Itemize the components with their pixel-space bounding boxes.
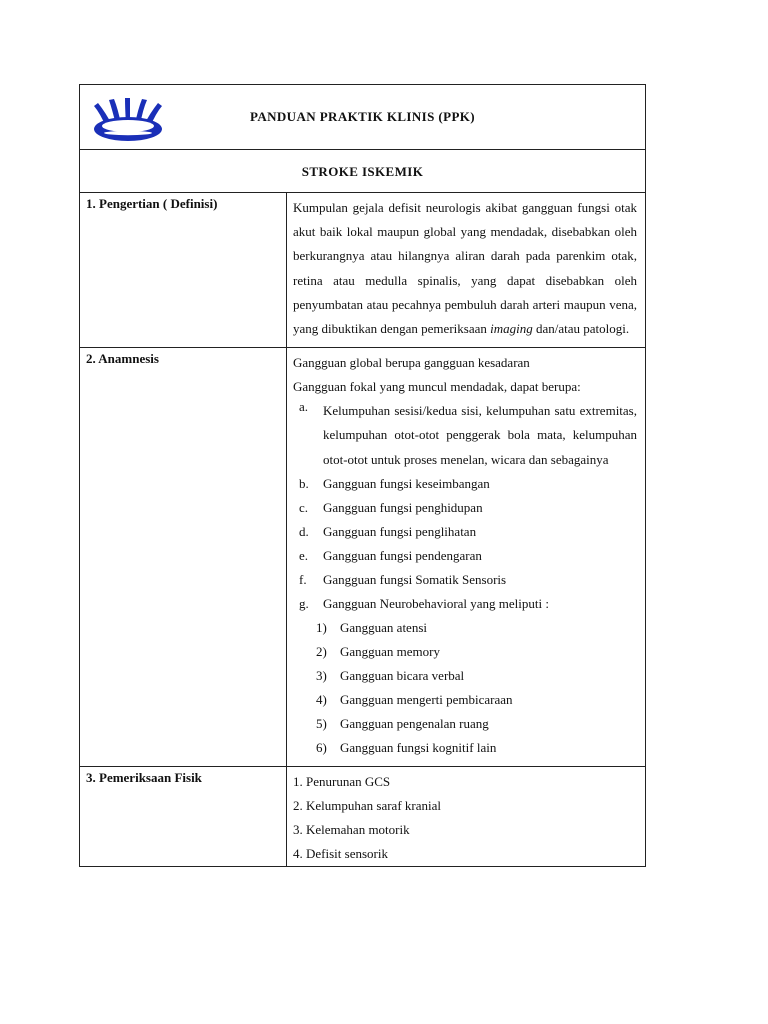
list-item (293, 472, 637, 496)
sub-list-marker: 5) (316, 715, 327, 731)
definition-body: Kumpulan gejala defisit neurologis akibat gangguan fungsi otak akut baik lokal maupun global yang mendadak, disebabkan oleh berkurangnya atau hilangnya aliran darah pada parenkim otak, retina atau medulla spinalis, yang dapat disebabkan oleh penyumbatan atau pecahnya pembuluh darah arteri maupun vena, yang dibuktikan dengan pemeriksaan (293, 200, 637, 337)
exam-item: 2. Kelumpuhan saraf kranial (293, 797, 442, 813)
list-text: Gangguan fungsi pendengaran (323, 547, 482, 563)
sub-list-item (293, 736, 637, 760)
anamnesis-line: Gangguan fokal yang muncul mendadak, dapat berupa: (293, 379, 581, 395)
sub-list-item (293, 712, 637, 736)
list-text: Gangguan fungsi penghidupan (323, 499, 483, 515)
sub-list-marker: 2) (316, 643, 327, 659)
section-label: 2. Anamnesis (80, 348, 287, 767)
list-text: Gangguan fungsi penglihatan (323, 523, 477, 539)
list-marker: g. (299, 595, 309, 611)
sub-list-text: Gangguan fungsi kognitif lain (340, 739, 497, 755)
sub-list-item (293, 616, 637, 640)
list-item (293, 399, 637, 472)
exam-item: 3. Kelemahan motorik (293, 821, 410, 837)
section-label: 1. Pengertian ( Definisi) (80, 193, 287, 348)
definition-italic: imaging (490, 321, 533, 337)
section-anamnesis (80, 348, 646, 767)
document-title: STROKE ISKEMIK (301, 164, 424, 179)
list-item (293, 496, 637, 520)
sub-list-marker: 4) (316, 691, 327, 707)
document-header-title: PANDUAN PRAKTIK KLINIS (PPK) (249, 109, 476, 124)
list-text: Gangguan Neurobehavioral yang meliputi : (323, 595, 549, 611)
section-label: 3. Pemeriksaan Fisik (80, 766, 287, 866)
sub-list-marker: 6) (316, 739, 327, 755)
section-content (287, 766, 646, 866)
sub-list-text: Gangguan pengenalan ruang (340, 715, 489, 731)
header-cell (80, 85, 646, 150)
exam-item: 4. Defisit sensorik (293, 845, 388, 861)
sub-list-text: Gangguan bicara verbal (340, 667, 465, 683)
sub-list-marker: 1) (316, 619, 327, 635)
sub-list-marker: 3) (316, 667, 327, 683)
list-item (293, 592, 637, 616)
definition-tail: dan/atau patologi. (532, 321, 630, 337)
list-text: Gangguan fungsi keseimbangan (323, 475, 490, 491)
list-marker: b. (299, 475, 309, 491)
sub-list-text: Gangguan memory (340, 643, 441, 659)
list-text: Kelumpuhan sesisi/kedua sisi, kelumpuhan satu extremitas, kelumpuhan otot-otot penggerak bola mata, kelumpuhan otot-otot untuk proses menelan, wicara dan sebagainya (323, 403, 637, 467)
sub-list-item (293, 664, 637, 688)
section-content (287, 348, 646, 767)
list-marker: d. (299, 523, 309, 539)
definition-text (293, 196, 637, 341)
sub-list-item (293, 640, 637, 664)
ppk-table (79, 84, 646, 867)
list-marker: a. (299, 399, 309, 415)
list-item (293, 568, 637, 592)
anamnesis-line: Gangguan global berupa gangguan kesadaran (293, 355, 530, 371)
exam-item: 1. Penurunan GCS (293, 773, 391, 789)
section-pengertian (80, 193, 646, 348)
list-text: Gangguan fungsi Somatik Sensoris (323, 571, 507, 587)
section-content (287, 193, 646, 348)
section-pemeriksaan-fisik (80, 766, 646, 866)
title-cell (80, 150, 646, 193)
list-marker: e. (299, 547, 309, 563)
list-item (293, 544, 637, 568)
list-item (293, 520, 637, 544)
list-marker: f. (299, 571, 307, 587)
sub-list-text: Gangguan mengerti pembicaraan (340, 691, 513, 707)
sub-list-item (293, 688, 637, 712)
sub-list-text: Gangguan atensi (340, 619, 428, 635)
list-marker: c. (299, 499, 309, 515)
